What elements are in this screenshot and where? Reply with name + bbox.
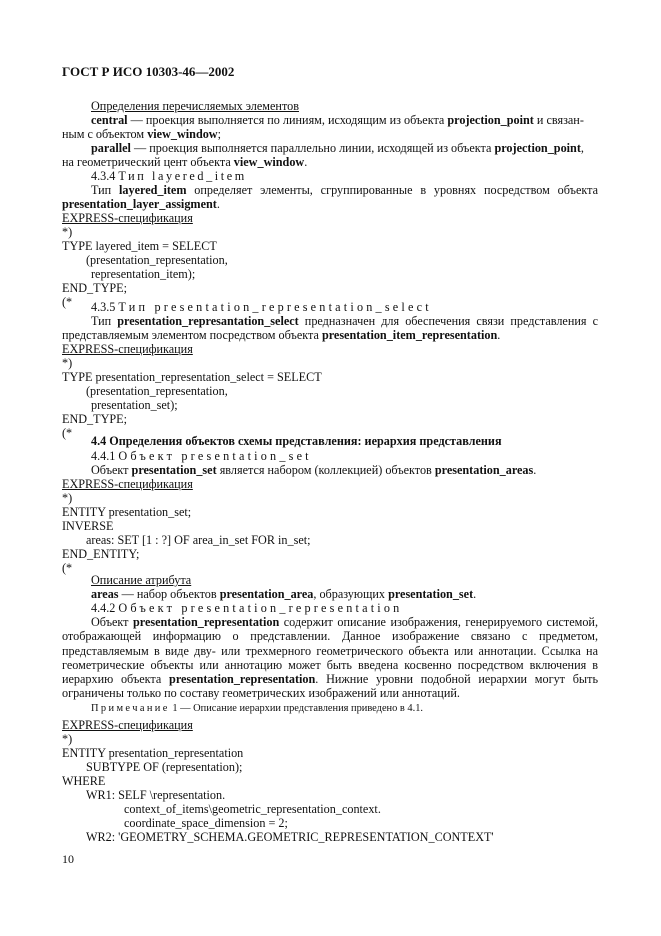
central-definition-cont [62,127,221,141]
central-text-b: и связан- [533,113,584,127]
section-435-heading [91,300,432,314]
central-text-c: ным с объектом [62,127,148,141]
s434-code-line: representation_item); [91,267,196,281]
section-44-heading: 4.4 Определения объектов схемы представления: иерархия представления [91,434,502,448]
section-442-number: 4.4.2 [91,601,119,615]
s442-ref-a: presentation_representation [133,615,280,629]
s434-express-label: EXPRESS-спецификация [62,211,193,225]
s441-code-line: ENTITY presentation_set; [62,505,192,519]
s442-code-line: *) [62,732,73,746]
s442-code-line: context_of_items\geometric_representation_context. [124,802,381,816]
s442-code-line: WR1: SELF \representation. [86,788,226,802]
s435-code-line: END_TYPE; [62,412,127,426]
s434-text-c: . [216,197,220,212]
s435-code-line: (presentation_representation, [86,384,228,398]
s435-code-line: TYPE presentation_representation_select = SELECT [62,370,322,384]
attr-ref-a: presentation_area [219,587,314,601]
section-441-number: 4.4.1 [91,449,119,463]
s434-code-line: END_TYPE; [62,281,127,295]
section-435-title: Тип presentation_representation_select [118,300,432,314]
s435-text-c: . [497,328,501,343]
central-definition [91,113,584,127]
s442-code-line: coordinate_space_dimension = 2; [124,816,288,830]
section-441-heading [91,449,312,463]
central-text-d: ; [217,127,222,141]
s441-code-line: *) [62,491,73,505]
s434-code-line: (* [62,295,73,309]
s435-text-b: предназначен для обеспечения связи представления с представляемым элементом посредством объекта [62,314,598,343]
attr-text-c: . [473,587,477,601]
s442-code-line: ENTITY presentation_representation [62,746,244,760]
s441-express-label: EXPRESS-спецификация [62,477,193,491]
s435-text-a: Тип [91,314,118,328]
note-text: 1 — Описание иерархии представления приведено в 4.1. [172,703,424,714]
s435-express-label: EXPRESS-спецификация [62,342,193,356]
section-441-title: Объект presentation_set [118,449,312,463]
s441-code-line: INVERSE [62,519,114,533]
s434-ref-a: layered_item [119,183,187,197]
page-number: 10 [62,852,74,866]
attribute-description-heading: Описание атрибута [91,573,192,587]
s442-code-line: WHERE [62,774,106,788]
s441-ref-b: presentation_areas [434,463,534,477]
section-435-paragraph [62,314,598,343]
s442-text-a: Объект [91,615,133,629]
attribute-areas-definition [91,587,476,601]
s435-ref-a: presentation_represantation_select [117,314,299,328]
central-text-a: — проекция выполняется по линиям, исходящим из объекта [127,113,448,127]
parallel-ref: projection_point [494,141,581,155]
attr-text-b: , образующих [313,587,389,601]
parallel-definition-cont [62,155,307,169]
s442-text-b: содержит описание изображения, генерируемого системой, отображающей информацию о представлении. Данное изображение связано с предметом, представляемым в виде дву- или трехмерного геометрического объекта или аннотации. Ссылка на геометрические объекты или аннотацию может быть введена косвенно посредством включения в иерархию объекта [62,615,598,687]
s435-code-line: presentation_set); [91,398,178,412]
section-442-title: Объект presentation_representation [118,601,403,615]
section-434-number: 4.3.4 [91,169,119,183]
parallel-text-d: . [304,155,308,169]
parallel-text-a: — проекция выполняется параллельно линии, исходящей из объекта [130,141,495,155]
central-ref: projection_point [447,113,534,127]
s442-code-line: WR2: 'GEOMETRY_SCHEMA.GEOMETRIC_REPRESENTATION_CONTEXT' [86,830,494,844]
s435-ref-b: presentation_item_representation [321,328,498,343]
section-434-title: Тип layered_item [118,169,247,183]
parallel-text-b: , [580,141,584,155]
s441-ref-a: presentation_set [131,463,217,477]
note-label: Примечание [91,703,170,714]
s441-code-line: END_ENTITY; [62,547,140,561]
section-441-paragraph [91,463,536,477]
s442-text-c: . Нижние уровни подобной иерархии могут быть ограничены только по составу геометрических изображений или аннотаций. [62,672,598,701]
note [91,702,423,716]
parallel-ref-2: view_window [233,155,305,169]
s442-code-line: SUBTYPE OF (representation); [86,760,243,774]
s441-text-b: является набором (коллекцией) объектов [216,463,435,477]
document-header: ГОСТ Р ИСО 10303-46—2002 [62,64,235,79]
s434-code-line: (presentation_representation, [86,253,228,267]
attr-text-a: — набор объектов [118,587,220,601]
section-442-heading [91,601,402,615]
s434-code-line: *) [62,225,73,239]
parallel-text-c: на геометрический цент объекта [62,155,234,169]
s435-code-line: (* [62,426,73,440]
s435-code-line: *) [62,356,73,370]
section-434-paragraph [62,183,598,212]
attr-ref-b: presentation_set [388,587,474,601]
central-term: central [91,113,128,127]
s441-code-line: (* [62,561,73,575]
section-434-heading [91,169,247,183]
s442-express-label: EXPRESS-спецификация [62,718,193,732]
s434-text-b: определяет элементы, сгруппированные в уровнях посредством объекта [186,183,598,197]
s442-ref-b: presentation_representation [169,672,316,687]
s434-text-a: Тип [91,183,120,197]
s441-code-line: areas: SET [1 : ?] OF area_in_set FOR in_set; [86,533,311,547]
s434-code-line: TYPE layered_item = SELECT [62,239,217,253]
s434-ref-b: presentation_layer_assigment [62,197,217,212]
section-442-paragraph [62,615,598,701]
s441-text-c: . [533,463,537,477]
attr-term: areas [91,587,119,601]
central-ref-2: view_window [147,127,218,141]
s441-text-a: Объект [91,463,132,477]
parallel-definition [91,141,584,155]
section-435-number: 4.3.5 [91,300,119,314]
parallel-term: parallel [91,141,131,155]
enum-definitions-heading: Определения перечисляемых элементов [91,99,299,113]
